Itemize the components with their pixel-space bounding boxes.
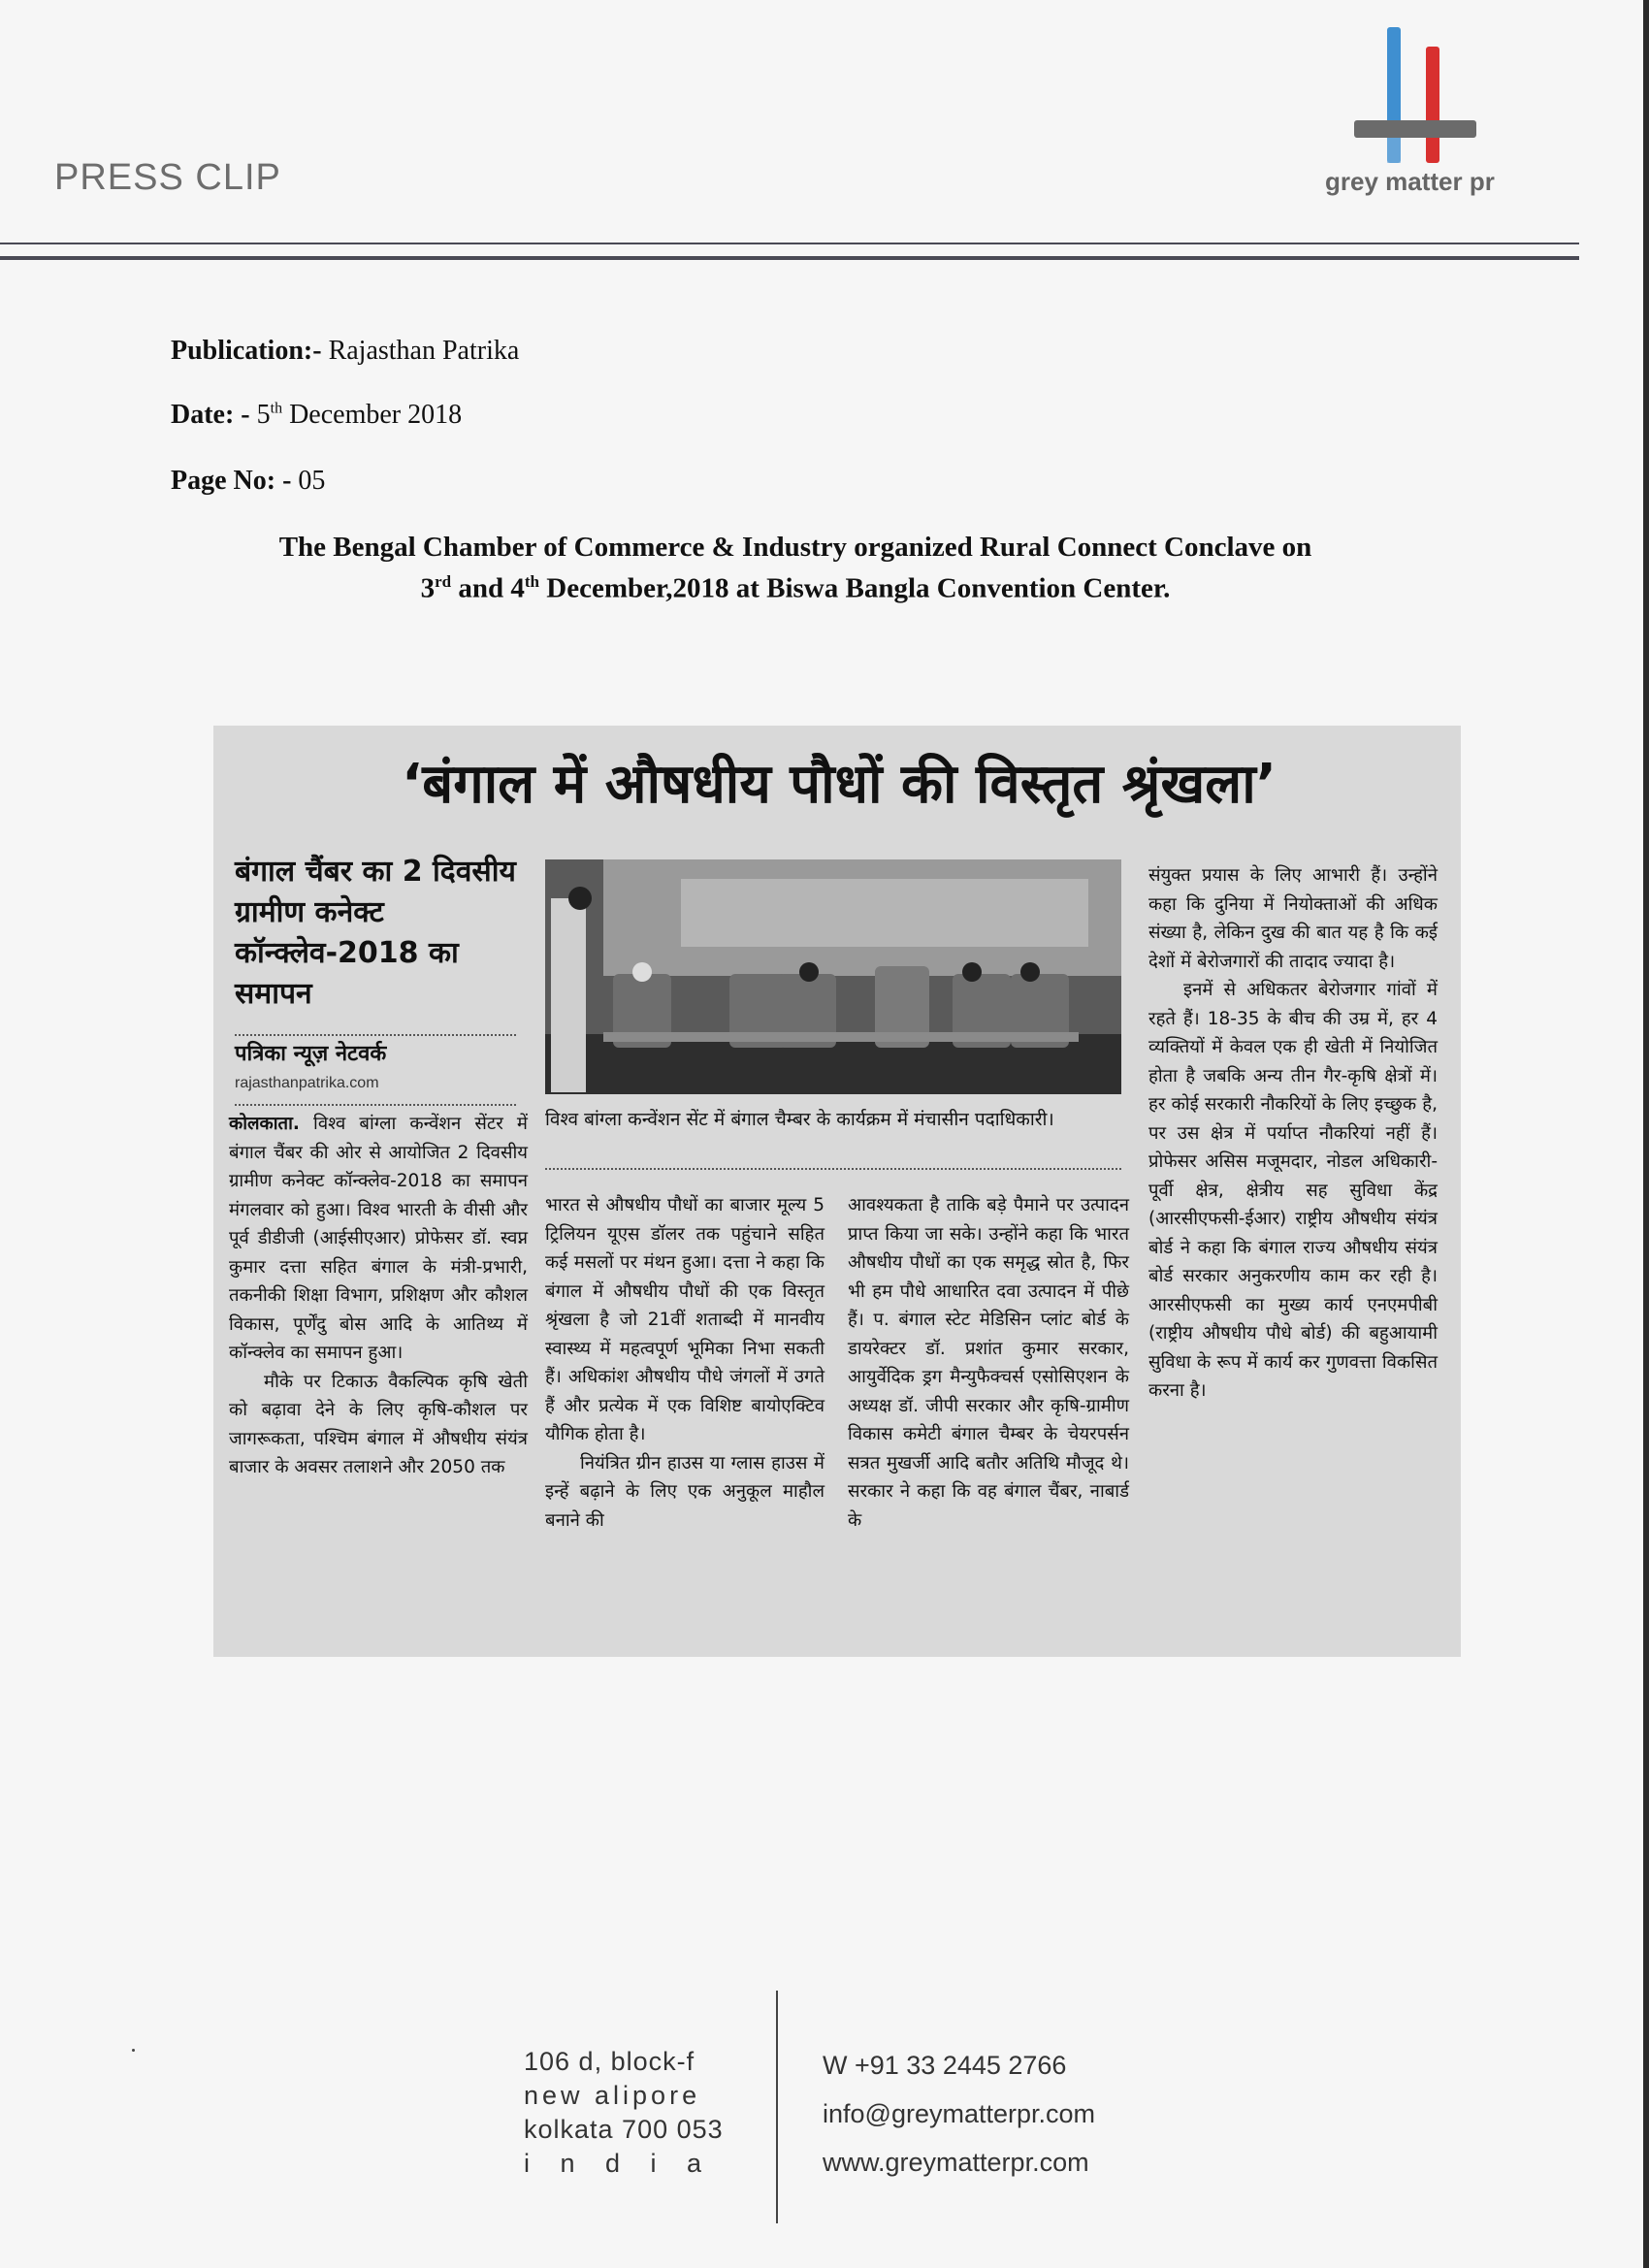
date-line [171, 400, 462, 431]
headline-and-4: and 4 [458, 572, 525, 604]
header-rule-thin [0, 243, 1579, 244]
column-3-paragraph-1: आवश्यकता है ताकि बड़े पैमाने पर उत्पादन प्राप्त किया जा सके। उन्होंने कहा कि भारत औषधीय पौधों का एक समृद्ध स्रोत है, फिर भी हम पौधे आधारित दवा उत्पादन में पीछे हैं। प. बंगाल स्टेट मेडिसिन प्लांट बोर्ड के डायरेक्टर डॉ. प्रशांत कुमार सरकार, आयुर्वेदिक ड्रग मैन्युफैक्चर्स एसोसिएशन के अध्यक्ष डॉ. जीपी सरकार और कृषि-ग्रामीण विकास कमेटी बंगाल चैम्बर के चेयरपर्सन सत्रत मुखर्जी आदि बतौर अतिथि मौजूद थे। सरकार ने कहा कि वह बंगाल चैंबर, नाबार्ड के [848, 1195, 1129, 1531]
date-suffix: th [270, 400, 283, 417]
article-subtitle: बंगाल चैंबर का 2 दिवसीय ग्रामीण कनेक्ट कॉन्क्लेव-2018 का समापन [235, 855, 516, 1011]
page-value: 05 [298, 466, 326, 496]
footer-website[interactable]: www.greymatterpr.com [823, 2148, 1089, 2177]
column-2-paragraph-1: भारत से औषधीय पौधों का बाजार मूल्य 5 ट्रिलियन यूएस डॉलर तक पहुंचाने सहित कई मसलों पर मंथन हुआ। दत्ता ने कहा कि बंगाल में औषधीय पौधों की एक विस्तृत श्रृंखला है जो 21वीं शताब्दी में मानवीय स्वास्थ्य में महत्वपूर्ण भूमिका निभा सकती हैं। अधिकांश औषधीय पौधे जंगलों में उगते हैं और प्रत्येक में एक विशिष्ट बायोएक्टिव यौगिक होता है। [545, 1195, 824, 1444]
dateline: कोलकाता. [229, 1114, 300, 1134]
brand-name: grey matter pr [1325, 167, 1495, 196]
column-1-paragraph-1: विश्व बांग्ला कन्वेंशन सेंटर में बंगाल चैंबर की ओर से आयोजित 2 दिवसीय ग्रामीण कनेक्ट कॉन्क्लेव-2018 का समापन मंगलवार को हुआ। विश्व भारती के वीसी और पूर्व डीडीजी (आईसीएआर) प्रोफेसर डॉ. स्वप्न कुमार दत्ता सहित बंगाल के मंत्री-प्रभारी, तकनीकी शिक्षा विभाग, प्रशिक्षण और कौशल विकास, पूर्णेंदु बोस आदि के आतिथ्य में कॉन्क्लेव का समापन हुआ। [229, 1114, 528, 1363]
headline-rest: December,2018 at Biswa Bangla Convention Center. [546, 572, 1171, 604]
footer-email[interactable]: info@greymatterpr.com [823, 2099, 1096, 2128]
page-number-line [171, 466, 325, 497]
publication-value: Rajasthan Patrika [328, 336, 520, 366]
article-site: rajasthanpatrika.com [235, 1075, 379, 1091]
page-edge [1643, 0, 1649, 2268]
headline-sup-rd: rd [435, 572, 452, 591]
address-line-4: i n d i a [524, 2149, 714, 2178]
page-label: Page No: - [171, 466, 292, 496]
date-label: Date: - [171, 400, 250, 430]
event-photo [545, 859, 1121, 1094]
caption-divider [545, 1168, 1121, 1170]
clip-headline-line1: The Bengal Chamber of Commerce & Industry organized Rural Connect Conclave on [278, 532, 1312, 563]
headline-sup-th: th [524, 572, 540, 591]
article-column-4 [1148, 861, 1438, 1406]
column-1-paragraph-2: मौके पर टिकाऊ वैकल्पिक कृषि खेती को बढ़ावा देने के लिए कृषि-कौशल पर जागरूकता, पश्चिम बंगाल में औषधीय संयंत्र बाजार के अवसर तलाशने और 2050 तक [229, 1371, 528, 1477]
date-day: 5 [256, 400, 271, 430]
column-2-paragraph-2: नियंत्रित ग्रीन हाउस या ग्लास हाउस में इन्हें बढ़ाने के लिए एक अनुकूल माहौल बनाने की [545, 1452, 824, 1531]
footer-address [524, 2045, 724, 2181]
photo-caption: विश्व बांग्ला कन्वेंशन सेंट में बंगाल चैम्बर के कार्यक्रम में मंचासीन पदाधिकारी। [545, 1109, 1054, 1130]
footer-phone: W +91 33 2445 2766 [823, 2051, 1067, 2080]
byline-divider [235, 1034, 516, 1036]
column-4-paragraph-1: संयुक्त प्रयास के लिए आभारी हैं। उन्होंने कहा कि दुनिया में नियोक्ताओं की अधिक संख्या है, लेकिन दुख की बात यह है कि कई देशों में बेरोजगारों की तादाद ज्यादा है। [1148, 865, 1438, 972]
footer-contact [823, 2041, 1095, 2187]
address-line-2: new alipore [524, 2081, 701, 2110]
article-column-2 [545, 1191, 824, 1535]
event-photo-illustration [545, 859, 1121, 1094]
newspaper-clipping [213, 726, 1461, 1657]
clip-headline-line2 [116, 572, 1474, 605]
publication-line [171, 336, 519, 367]
article-column-3 [848, 1191, 1129, 1535]
headline-num-3: 3 [420, 572, 436, 604]
article-byline: पत्रिका न्यूज़ नेटवर्क [235, 1042, 387, 1066]
scan-speck [132, 2049, 135, 2052]
header-rule-thick [0, 256, 1579, 260]
footer-divider [776, 1991, 778, 2223]
address-line-3: kolkata 700 053 [524, 2115, 724, 2144]
article-column-1 [229, 1110, 528, 1482]
address-line-1: 106 d, block-f [524, 2047, 695, 2076]
byline-divider-bottom [235, 1104, 516, 1106]
article-title: ‘बंगाल में औषधीय पौधों की विस्तृत श्रृंखला’ [401, 753, 1277, 816]
column-4-paragraph-2: इनमें से अधिकतर बेरोजगार गांवों में रहते हैं। 18-35 के बीच की उम्र में, हर 4 व्यक्तियों में केवल एक ही खेती में नियोजित होता है जबकि अन्य तीन गैर-कृषि क्षेत्रों में। हर कोई सरकारी नौकरियों के लिए इच्छुक है, पर उस क्षेत्र में पर्याप्त नौकरियां नहीं हैं। प्रोफेसर असिस मजूमदार, नोडल अधिकारी-पूर्वी क्षेत्र, क्षेत्रीय सह सुविधा केंद्र (आरसीएफसी-ईआर) राष्ट्रीय औषधीय संयंत्र बोर्ड ने कहा कि बंगाल राज्य औषधीय संयंत्र बोर्ड सरकार अनुकरणीय काम कर रही है। आरसीएफसी का मुख्य कार्य एनएमपीबी (राष्ट्रीय औषधीय पौधे बोर्ड) की बहुआयामी सुविधा के रूप में कार्य कर गुणवत्ता विकसित करना है। [1148, 980, 1438, 1401]
press-clip-label: PRESS CLIP [54, 157, 281, 198]
date-rest: December 2018 [289, 400, 463, 430]
publication-label: Publication:- [171, 336, 322, 366]
